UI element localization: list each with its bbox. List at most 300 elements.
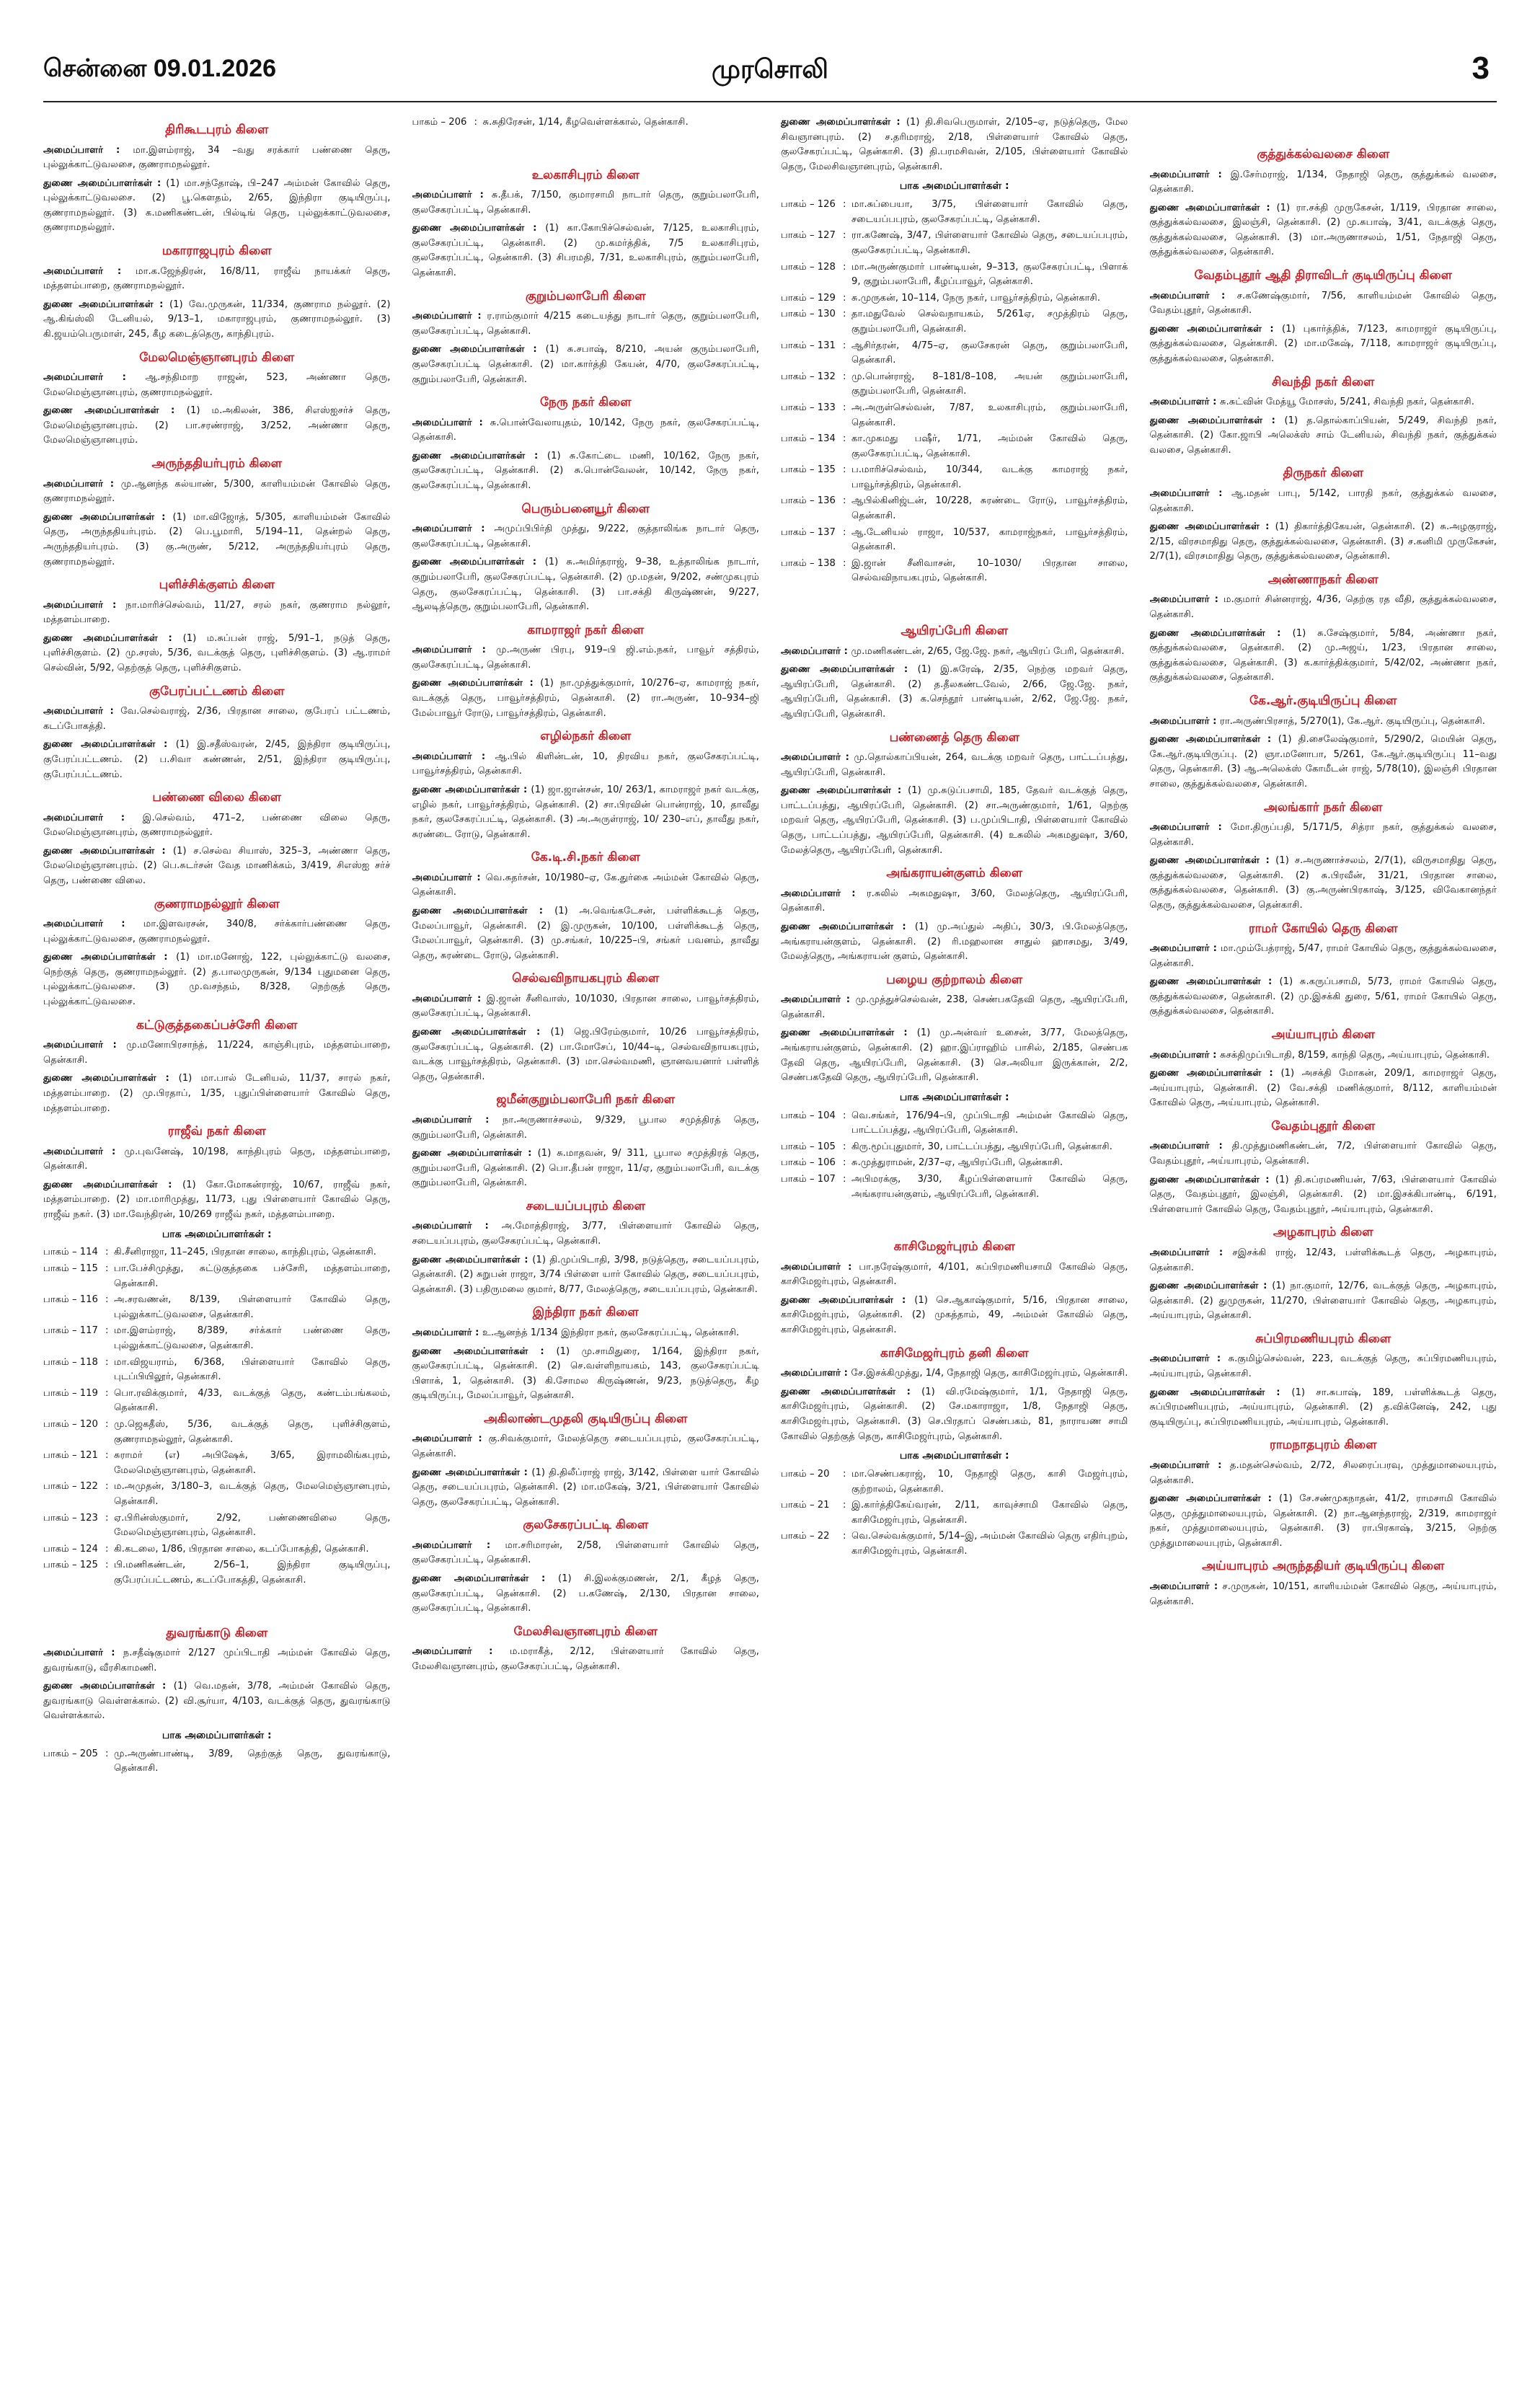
deputy-organizers-text: (1) சா.சுபாஷ், 189, பள்ளிக்கூடத் தெரு, சுப்பிரமணியபுரம், அய்யாபுரம், தென்காசி. (2) த.விக்னேஷ், 242, புது குடியிருப்பு, சுப்பிரமணியபுரம், அய்யாபுரம், தென்காசி. bbox=[1149, 1387, 1497, 1428]
organizer-entry bbox=[43, 371, 391, 400]
deputy-organizers-text: (1) மா.மனோஜ், 122, புல்லுக்காட்டு வலசை, நெற்குத் தெரு, குணராமநல்லூர். (2) த.பாலமுருகன், 9/134 புதுமனை தெரு, புல்லுக்காட்டுவலசை. (3) மு.வசந்தம், 8/328, நெற்குத் தெரு, புல்லுக்காட்டுவலசை. bbox=[43, 952, 391, 1008]
branch-section bbox=[412, 1622, 760, 1675]
organizer-text: மா.சரிமாரன், 2/58, பிள்ளையார் கோவில் தெரு, குலசேகரப்பட்டி, தென்காசி. bbox=[412, 1539, 759, 1566]
branch-title: பெரும்பனையூர் கிளை bbox=[521, 501, 650, 516]
organizer-text: ந.சதீஷ்குமார் 2/127 முப்பிடாதி அம்மன் கோவில் தெரு, துவரங்காடு, வீரசிகாமணி. bbox=[43, 1648, 391, 1673]
branch-title: நேரு நகர் கிளை bbox=[539, 395, 632, 410]
deputy-organizers-label: துணை அமைப்பாளர்கள் : bbox=[1149, 1068, 1281, 1079]
organizer-text: அ.மோத்திராஜ், 3/77, பிள்ளையார் கோவில் தெரு, சடையப்பபுரம், குலசேகரப்பட்டி, தென்காசி. bbox=[412, 1221, 759, 1247]
deputy-organizers-text: (1) தி.முப்பிடாதி, 3/98, நடுத்தெரு, சடையப்பபுரம், தென்காசி. (2) சுறுபன் ராஜா, 3/74 பிள்ளை யார் கோவில் தெரு, சடையப்பபுரம், தென்காசி. (3) பதிருமலை குமார், 8/77, மேலத்தெரு, சடையப்பபுரம், தென்காசி. bbox=[412, 1254, 759, 1295]
organizer-text: சு.தீபக், 7/150, குமாரசாமி நாடார் தெரு, குறும்பலாபேரி, குலசேகரப்பட்டி, தென்காசி. bbox=[412, 190, 759, 216]
booth-organizer-text: ப.மாரிச்செல்வம், 10/344, வடக்கு காமராஜ் நகர், பாவூர்சத்திரம், தென்காசி. bbox=[851, 464, 1128, 490]
deputy-organizers-text: (1) மு.அப்துல் அதிப், 30/3, பி.மேலத்தெரு, அங்கராயன்குளம், தென்காசி. (2) ரி.மஹலான சாதுல் ஹாசமது, 3/49, மேலத்தெரு, அங்கராயன் குளம், தென்காசி. bbox=[781, 921, 1128, 963]
branch-section bbox=[1150, 570, 1497, 686]
deputy-organizers-label: துணை அமைப்பாளர்கள் : bbox=[43, 177, 167, 189]
deputy-organizers-text: (1) சு.அமிர்தராஜ், 9–38, உத்தாலிங்க நாடார், குறும்பலாபேரி, குலசேகரப்பட்டி, தென்காசி. (2) மு.மதன், 9/202, சண்முகபுரம் தெரு, குலசேகரப்பட்டி, தென்காசி. (3) பா.சக்தி கிருஷ்ணன், 9/227, ஆலடித்தெரு, குறும்பலாபேரி, தென்காசி. bbox=[412, 557, 759, 613]
deputy-organizers-text: (1) மா.சந்தோஷ், பி–247 அம்மன் கோவில் தெரு, புல்லுக்காட்டுவலசை. (2) பூ.கௌதம், 2/65, இந்திரா குடியிருப்பு, குணராமநல்லூர். (3) க.மணிகண்டன், பில்டிங் தெரு, புல்லுக்காட்டுவலசை, குணராமநல்லூர். bbox=[43, 177, 391, 234]
deputy-organizers-entry bbox=[43, 298, 391, 342]
deputy-organizers-text: (1) நா.முத்துக்குமார், 10/276–ஏ, காமராஜ் நகர், வடக்குத் தெரு, பாவூர்சத்திரம், தென்காசி. (2) ரா.அருண், 10–934–ஜி மேல்பாவூர் ரோடு, பாவூர்சத்திரம், தென்காசி. bbox=[412, 678, 759, 719]
branch-title: திரிகூடபுரம் கிளை bbox=[165, 123, 269, 137]
booth-separator: : bbox=[843, 557, 846, 569]
branch-section bbox=[412, 848, 760, 963]
deputy-organizers-entry bbox=[412, 1466, 760, 1511]
booth-row bbox=[781, 260, 1128, 290]
organizer-label: அமைப்பாளர் : bbox=[781, 1261, 859, 1273]
deputy-organizers-entry bbox=[1150, 322, 1497, 367]
organizer-text: இ.சேர்மராஜ், 1/134, நேதாஜி தெரு, குத்துக்கல் வலசை, தென்காசி. bbox=[1149, 169, 1497, 195]
booth-number: பாகம் – 132 bbox=[781, 371, 836, 382]
booth-row bbox=[781, 1529, 1128, 1559]
organizer-label: அமைப்பாளர் : bbox=[43, 144, 133, 156]
organizer-label: அமைப்பாளர் : bbox=[412, 645, 496, 656]
edition-date: சென்னை 09.01.2026 bbox=[43, 55, 277, 82]
booth-row bbox=[781, 1467, 1128, 1497]
organizer-entry bbox=[781, 993, 1128, 1022]
deputy-organizers-entry bbox=[781, 1026, 1128, 1085]
organizer-entry bbox=[43, 265, 391, 294]
organizer-label: அமைப்பாளர் : bbox=[412, 311, 487, 322]
booth-separator: : bbox=[843, 433, 846, 445]
organizer-text: மு.மணிகண்டன், 2/65, ஜே.ஜே. நகர், ஆயிரப் பேரி, தென்காசி. bbox=[851, 645, 1125, 657]
branch-section bbox=[1150, 145, 1497, 260]
organizer-text: பா.நரேஷ்குமார், 4/101, சுப்பிரமணியசாமி கோவில் தெரு, காசிமேஜர்புரம், தென்காசி. bbox=[781, 1261, 1128, 1288]
deputy-organizers-entry bbox=[43, 1178, 391, 1223]
organizer-label: அமைப்பாளர் : bbox=[43, 919, 143, 930]
booth-organizer-text: அ.அருள்செல்வன், 7/87, உலகாசிபுரம், குறும்பலாபேரி, தென்காசி. bbox=[851, 402, 1128, 428]
branch-title: மகாராஜபுரம் கிளை bbox=[161, 244, 272, 259]
booth-number: பாகம் – 123 bbox=[43, 1512, 98, 1524]
booth-row bbox=[781, 229, 1128, 258]
booth-row bbox=[43, 1324, 391, 1353]
deputy-organizers-text: (1) சு.சபாஷ், 8/210, அயன் குரும்பலாபேரி, குலசேகரப்பட்டி தென்காசி. (2) மா.கார்த்தி கேயன், 4/70, குலசேகரப்பட்டி, குறும்பலாபேரி, தென்காசி. bbox=[412, 344, 759, 385]
deputy-organizers-text: (1) தி.சைலேஷ்குமார், 5/290/2, மெயின் தெரு, கே.ஆர்.குடியிருப்பு. (2) ஞா.மனோபா, 5/261, கே.ஆர்.குடியிருப்பு 11–வது தெரு, தென்காசி. (3) ஆ.அலெக்ஸ் கோமீடன் ராஜ், 5/78(10), இலஞ்சி பிரதான சாலை, குத்துக்கல்வலசை, தென்காசி. bbox=[1149, 734, 1497, 790]
deputy-organizers-label: துணை அமைப்பாளர்கள் : bbox=[781, 1294, 915, 1306]
branch-section bbox=[781, 970, 1128, 1202]
booth-organizer-text: வெ.சங்கர், 176/94–பி, முப்பிடாதி அம்மன் கோவில் தெரு, பாட்டப்பத்து, ஆயிரப்பேரி, தென்காசி. bbox=[851, 1110, 1128, 1136]
organizer-label: அமைப்பாளர் : bbox=[412, 190, 492, 201]
booth-organizer-text: மு.ஜெகதீஸ், 5/36, வடக்குத் தெரு, புளிச்சிகுளம், குணராமநல்லூர், தென்காசி. bbox=[114, 1418, 391, 1445]
booth-separator: : bbox=[843, 1173, 846, 1185]
booth-number: பாகம் – 133 bbox=[781, 402, 836, 413]
booth-number: பாகம் – 120 bbox=[43, 1418, 98, 1430]
booth-organizer-text: சு.முத்துராமன், 2/37–ஏ, ஆயிரப்பேரி, தென்காசி. bbox=[851, 1157, 1063, 1169]
organizer-text: நா.மாரிச்செல்வம், 11/27, சரல் நகர், குணராம நல்லூர், மத்தளம்பாறை. bbox=[43, 599, 391, 626]
organizer-entry bbox=[412, 1539, 760, 1568]
branch-section bbox=[1150, 1557, 1497, 1609]
organizer-entry bbox=[412, 1432, 760, 1462]
booth-row bbox=[43, 1418, 391, 1447]
booth-number: பாகம் – 135 bbox=[781, 464, 836, 476]
organizer-entry bbox=[412, 1113, 760, 1143]
booth-organizer-text: ரா.கணேஷ், 3/47, பிள்ளையார் கோவில் தெரு, சடையப்பபுரம், குலசேகரப்பட்டி, தென்காசி. bbox=[851, 230, 1128, 256]
booth-row bbox=[781, 1156, 1128, 1171]
newspaper-name: முரசொலி bbox=[712, 55, 828, 84]
booth-separator: : bbox=[843, 1500, 846, 1511]
booth-separator: : bbox=[843, 340, 846, 351]
deputy-organizers-text: (1) இ.சதீஸ்வரன், 2/45, இந்திரா குடியிருப்பு, குபேரப்பட்டணம். (2) ப.சிவா கண்ணன், 2/51, இந்திரா குடியிருப்பு, குபேரப்பட்டணம். bbox=[43, 739, 391, 780]
organizer-entry bbox=[1150, 821, 1497, 850]
booth-organizer-text: தா.மதுவேல் செல்வநாயகம், 5/261ஏ, சமுத்திரம் தெரு, குறும்பலாபேரி, தென்காசி. bbox=[851, 309, 1128, 335]
organizer-entry bbox=[43, 1145, 391, 1175]
organizer-text: இ.செல்வம், 471–2, பண்ணை விலை தெரு, மேலமெஞ்ஞானபுரம், குணராமநல்லூர். bbox=[43, 812, 391, 839]
organizer-label: அமைப்பாளர் : bbox=[412, 1433, 489, 1445]
branch-title: பண்ணைத் தெரு கிளை bbox=[889, 730, 1019, 745]
organizer-entry bbox=[43, 598, 391, 628]
organizer-text: சு.சுட்வின் மேத்யூ மோசஸ், 5/241, சிவந்தி நகர், தென்காசி. bbox=[1220, 397, 1474, 408]
deputy-organizers-text: (1) அ.வெங்கடேசன், பள்ளிக்கூடத் தெரு, மேலப்பாவூர், தென்காசி. (2) இ.முருகன், 10/100, பள்ளிக்கூடத் தெரு, மேலப்பாவூர், தென்காசி. (3) மு.சங்கர், 10/225–பி, சங்கர் பவனம், தாவீது தெரு, சுரண்டை ரோடு, தென்காசி. bbox=[412, 905, 759, 961]
branch-title: காசிமேஜர்புரம் கிளை bbox=[893, 1239, 1015, 1255]
organizer-entry bbox=[1150, 1580, 1497, 1609]
booth-organizer-text: இ.ஜான் சீனிவாசன், 10–1030/ பிரதான சாலை, செல்வவிநாயகபுரம், தென்காசி. bbox=[851, 557, 1128, 584]
deputy-organizers-text: (1) செ.ஆகாஷ்குமார், 5/16, பிரதான சாலை, காசிமேஜர்புரம், தென்காசி. (2) முகத்தாம், 49, அம்மன் கோவில் தெரு, காசிமேஜர்புரம், தென்காசி. bbox=[781, 1294, 1128, 1336]
organizer-label: அமைப்பாளர் : bbox=[1149, 822, 1231, 834]
branch-title: எழில்நகர் கிளை bbox=[540, 729, 632, 744]
deputy-organizers-entry bbox=[1150, 1279, 1497, 1324]
organizer-entry bbox=[1150, 1459, 1497, 1488]
organizer-text: மு.முத்துச்செல்வன், 238, செண்பகதேவி தெரு, ஆயிரப்பேரி, தென்காசி. bbox=[781, 994, 1128, 1020]
branch-section bbox=[43, 454, 391, 570]
booth-separator: : bbox=[843, 1157, 846, 1169]
organizer-text: தி.முத்துமணிகண்டன், 7/2, பிள்ளையார் கோவில் தெரு, வேதம்புதூர், அய்யாபுரம், தென்காசி. bbox=[1149, 1141, 1497, 1167]
organizer-text: சுசக்திமுப்பிடாதி, 8/159, காந்தி தெரு, அய்யாபுரம், தென்காசி. bbox=[1220, 1049, 1490, 1061]
organizer-entry bbox=[1150, 942, 1497, 971]
organizer-entry bbox=[1150, 1139, 1497, 1169]
branch-title: ராமர் கோயில் தெரு கிளை bbox=[1248, 921, 1398, 936]
organizer-entry bbox=[1150, 168, 1497, 198]
branch-title: கே.டி.சி.நகர் கிளை bbox=[531, 850, 640, 865]
deputy-organizers-label: துணை அமைப்பாளர்கள் : bbox=[412, 1148, 538, 1159]
column-4 bbox=[1150, 115, 1497, 2401]
booth-separator: : bbox=[105, 1543, 109, 1555]
branch-section bbox=[1150, 373, 1497, 459]
organizer-label: அமைப்பாளர் : bbox=[412, 1327, 483, 1338]
organizer-entry bbox=[412, 1645, 760, 1674]
deputy-organizers-label: துணை அமைப்பாளர்கள் : bbox=[781, 117, 906, 128]
organizer-entry bbox=[1150, 1246, 1497, 1275]
booth-number: பாகம் – 125 bbox=[43, 1560, 98, 1571]
deputy-organizers-entry bbox=[412, 1572, 760, 1617]
booth-organizer-text: கி.சீனிராஜா, 11–245, பிரதான சாலை, காந்திபுரம், தென்காசி. bbox=[114, 1247, 376, 1258]
booth-number: பாகம் – 134 bbox=[781, 433, 836, 445]
booth-row bbox=[781, 198, 1128, 227]
deputy-organizers-text: (1) மு.சுடுப்பசாமி, 185, தேவர் வடக்குத் தெரு, பாட்டப்பத்து, ஆயிரப்பேரி, தென்காசி. (2) சா.அருண்குமார், 1/61, நெற்கு மறவர் தெரு, ஆயிரப்பேரி, தென்காசி. (3) ப.முப்பிடாதி, பிள்ளையார் கோவில் தெரு, பாட்டப்பத்து, ஆயிரப்பேரி, தென்காசி. (4) உசுலில் அகமதுஷா, 3/60, மேலத்தெரு, ஆயிரப்பேரி, தென்காசி. bbox=[781, 785, 1128, 856]
organizer-label: அமைப்பாளர் : bbox=[1149, 1049, 1221, 1061]
deputy-organizers-text: (1) ஜா.ஜான்சன், 10/ 263/1, காமராஜர் நகர் வடக்கு, எழில் நகர், பாவூர்சத்திரம், தென்காசி. (2) சா.பிரவின் பொன்ராஜ், 10, தாவீது நகர், குலசேகரப்பட்டி, தென்காசி. (3) அ.அருள்ராஜ், 10/ 230–எப், தாவீது நகர், சுரண்டை ரோடு, தென்காசி. bbox=[412, 784, 759, 840]
deputy-organizers-text: (1) வே.முருகன், 11/334, குணராம நல்லூர். (2) ஆ.கிங்ஸ்லி டேனியல், 9/13–1, மகாராஜபுரம், குணராமநல்லூர். (3) கி.ஜயம்பெருமாள், 245, கீழ கடைத்தெரு, காந்திபுரம். bbox=[43, 299, 391, 340]
branch-title: அலங்கார் நகர் கிளை bbox=[1264, 800, 1383, 815]
booth-row bbox=[43, 1293, 391, 1322]
masthead bbox=[43, 50, 1497, 102]
deputy-organizers-entry bbox=[781, 784, 1128, 858]
booth-organizer-text: மு.பொன்ராஜ், 8–181/8–108, அயன் குறும்பலாபேரி, குறும்பலாபேரி, தென்காசி. bbox=[851, 371, 1128, 397]
branch-section bbox=[43, 895, 391, 1010]
deputy-organizers-text: (1) நா.குமார், 12/76, வடக்குத் தெரு, அழகாபுரம், தென்காசி. (2) துமுருகன், 11/270, பிள்ளையார் கோவில் தெரு, அழகாபுரம், அய்யாபுரம், தென்காசி. bbox=[1149, 1281, 1497, 1322]
deputy-organizers-label: துணை அமைப்பாளர்கள் : bbox=[1149, 855, 1276, 867]
organizer-label: அமைப்பாளர் : bbox=[43, 1040, 127, 1051]
deputy-organizers-label: துணை அமைப்பாளர்கள் : bbox=[1149, 734, 1278, 746]
organizer-label: அமைப்பாளர் : bbox=[43, 706, 121, 717]
booth-number: பாகம் – 136 bbox=[781, 495, 836, 507]
organizer-text: ச.கணேஷ்குமார், 7/56, காளியம்மன் கோவில் தெரு, வேதம்புதூர், தென்காசி. bbox=[1149, 290, 1497, 317]
branch-title: குறும்பலாபேரி கிளை bbox=[525, 288, 646, 304]
booth-row bbox=[43, 1542, 391, 1557]
organizer-label: அமைப்பாளர் : bbox=[412, 1114, 503, 1126]
booth-row bbox=[781, 1172, 1128, 1202]
booth-organizer-text: சுராமர் (எ) அபிஷேக், 3/65, இராமலிங்கபுரம், மேலமெஞ்ஞானபுரம், தென்காசி. bbox=[114, 1450, 391, 1476]
deputy-organizers-entry bbox=[1150, 1492, 1497, 1551]
booth-separator: : bbox=[105, 1481, 109, 1493]
deputy-organizers-entry bbox=[781, 920, 1128, 965]
deputy-organizers-text: (1) தி.திலீப்ராஜ் ராஜ், 3/142, பிள்ளை யார் கோவில் தெரு, சடையப்பபுரம், தென்காசி. (2) மா.மகேஷ், 3/21, பிள்ளையார் கோவில் தெரு, குலசேகரப்பட்டி, தென்காசி. bbox=[412, 1467, 759, 1508]
organizer-entry bbox=[1150, 593, 1497, 622]
deputy-organizers-label: துணை அமைப்பாளர்கள் : bbox=[412, 1573, 558, 1585]
deputy-organizers-label: துணை அமைப்பாளர்கள் : bbox=[1149, 1493, 1279, 1505]
branch-title: காசிமேஜர்புரம் தனி கிளை bbox=[880, 1345, 1029, 1361]
organizer-label: அமைப்பாளர் : bbox=[1149, 943, 1221, 955]
organizer-text: மோ.திருப்பதி, 5/171/5, சித்ரா நகர், குத்துக்கல் வலசை, தென்காசி. bbox=[1149, 822, 1497, 848]
organizer-entry bbox=[1150, 1048, 1497, 1064]
organizer-entry bbox=[412, 1219, 760, 1249]
branch-title: வேதம்புதூர் ஆதி திராவிடர் குடியிருப்பு கிளை bbox=[1194, 268, 1452, 283]
branch-section bbox=[412, 115, 760, 131]
deputy-organizers-entry bbox=[43, 510, 391, 570]
organizer-text: சே.இசக்கிமுத்து, 1/4, நேதாஜி தெரு, காசிமேஜர்புரம், தென்காசி. bbox=[851, 1368, 1128, 1379]
organizer-text: கு.சிவக்குமார், மேலத்தெரு சடையப்பபுரம், குலசேகரப்பட்டி, தென்காசி. bbox=[412, 1433, 759, 1459]
branch-title: அகிலாண்டமுதலி குடியிருப்பு கிளை bbox=[484, 1411, 688, 1426]
deputy-organizers-label: துணை அமைப்பாளர்கள் : bbox=[412, 344, 546, 355]
booth-row bbox=[781, 291, 1128, 306]
organizer-text: ஆ.பில் கிளின்டன், 10, திரவிய நகர், குலசேகரப்பட்டி, பாவூர்சத்திரம், தென்காசி. bbox=[412, 751, 759, 777]
booth-number: பாகம் – 106 bbox=[781, 1157, 836, 1169]
deputy-organizers-text: (1) சு.சேஷ்குமார், 5/84, அண்ணா நகர், குத்துக்கல்வலசை, தென்காசி. (2) மு.அஜய், 1/23, பிரதான சாலை, குத்துக்கல்வலசை, தென்காசி. (3) க.கார்த்திக்குமார், 5/42/02, அண்ணா நகர், குத்துக்கல்வலசை, தென்காசி. bbox=[1149, 627, 1497, 684]
booth-organizer-text: சு.சுதிரேசன், 1/14, கீழவெள்ளக்கால், தென்காசி. bbox=[482, 117, 689, 128]
section-spacer bbox=[43, 1594, 391, 1619]
organizer-entry bbox=[412, 522, 760, 552]
booth-row bbox=[781, 432, 1128, 461]
booth-organizers-heading: பாக அமைப்பாளர்கள் : bbox=[161, 1730, 272, 1741]
deputy-organizers-text: (1) வி.ரமேஷ்குமார், 1/1, நேதாஜி தெரு, காசிமேஜர்புரம், தென்காசி. (2) சே.மகாராஜா, 1/8, நேதாஜி தெரு, காசிமேஜர்புரம், தென்காசி. (3) செ.பிரதாப் செண்பகம், 81, நாராயண சாமி கோவில் தெற்குத் தெரு, காசிமேஜர்புரம், தென்காசி. bbox=[781, 1386, 1128, 1442]
branch-title: குணராமநல்லூர் கிளை bbox=[154, 896, 280, 911]
branch-section bbox=[781, 1344, 1128, 1560]
booth-number: பாகம் – 129 bbox=[781, 292, 836, 304]
organizer-text: த.மதன்செல்வம், 2/72, சிலரைப்பரவு, முத்துமாலையபுரம், தென்காசி. bbox=[1149, 1459, 1497, 1486]
branch-section bbox=[43, 1016, 391, 1116]
deputy-organizers-label: துணை அமைப்பாளர்கள் : bbox=[1149, 521, 1275, 533]
booth-separator: : bbox=[843, 495, 846, 507]
deputy-organizers-entry bbox=[412, 449, 760, 494]
booth-number: பாகம் – 20 bbox=[781, 1468, 830, 1480]
branch-section bbox=[43, 120, 391, 236]
organizer-text: வே.செல்வராஜ், 2/36, பிரதான சாலை, குபேரப் பட்டணம், கடப்போகத்தி. bbox=[43, 706, 391, 732]
organizer-entry bbox=[412, 750, 760, 779]
branch-title: சடையப்பபுரம் கிளை bbox=[526, 1198, 645, 1213]
branch-title: செல்வவிநாயகபுரம் கிளை bbox=[512, 971, 660, 986]
deputy-organizers-text: (1) மா.பால் டேனியல், 11/37, சாரல் நகர், மத்தளம்பாறை. (2) மு.பிரதாப், 1/35, புதுப்பிள்ளையார் கோவில் தெரு, மத்தளம்பாறை. bbox=[43, 1073, 391, 1114]
organizer-label: அமைப்பாளர் : bbox=[1149, 397, 1221, 408]
deputy-organizers-text: (1) ம.அகிலன், 386, சிஎஸ்ஐசர்ச் தெரு, மேலமெஞ்ஞானபுரம். (2) பா.சரண்ராஜ், 3/252, அண்ணா தெரு, மேலமெஞ்ஞானபுரம். bbox=[43, 405, 391, 446]
booth-separator: : bbox=[843, 230, 846, 242]
booth-row bbox=[43, 1356, 391, 1385]
deputy-organizers-entry bbox=[781, 1385, 1128, 1444]
booth-row bbox=[412, 115, 760, 131]
deputy-organizers-entry bbox=[1150, 201, 1497, 260]
organizer-entry bbox=[781, 751, 1128, 780]
branch-title: அய்யாபுரம் அருந்ததியர் குடியிருப்பு கிளை bbox=[1202, 1559, 1445, 1574]
branch-section bbox=[412, 166, 760, 281]
booth-row bbox=[781, 1498, 1128, 1528]
booth-row bbox=[781, 557, 1128, 586]
branch-section bbox=[412, 621, 760, 721]
booth-separator: : bbox=[843, 309, 846, 320]
booth-number: பாகம் – 117 bbox=[43, 1325, 98, 1337]
organizer-label: அமைப்பாளர் : bbox=[43, 478, 121, 490]
booth-organizer-text: சு.முருகன், 10–114, நேரு நகர், பாவூர்சத்திரம், தென்காசி. bbox=[851, 292, 1101, 304]
booth-number: பாகம் – 124 bbox=[43, 1543, 98, 1555]
organizer-text: உ.ஆனந்த் 1/134 இந்திரா நகர், குலசேகரப்பட்டி, தென்காசி. bbox=[482, 1327, 740, 1338]
booth-separator: : bbox=[843, 1468, 846, 1480]
booth-separator: : bbox=[105, 1263, 109, 1275]
booth-number: பாகம் – 206 bbox=[412, 117, 467, 128]
organizer-entry bbox=[781, 1366, 1128, 1381]
booth-organizer-text: பா.பேச்சிமுத்து, சுட்டுகுத்தகை பச்சேரி, மத்தளம்பாறை, தென்காசி. bbox=[114, 1263, 391, 1289]
organizer-entry bbox=[781, 1260, 1128, 1290]
deputy-organizers-label: துணை அமைப்பாளர்கள் : bbox=[781, 1027, 917, 1039]
organizer-entry bbox=[412, 188, 760, 218]
branch-title: ராமநாதபுரம் கிளை bbox=[1269, 1438, 1377, 1453]
organizer-entry bbox=[412, 871, 760, 901]
deputy-organizers-entry bbox=[1150, 1386, 1497, 1431]
organizer-label: அமைப்பாளர் : bbox=[781, 645, 851, 657]
deputy-organizers-entry bbox=[43, 738, 391, 782]
deputy-organizers-entry bbox=[43, 950, 391, 1009]
booth-number: பாகம் – 104 bbox=[781, 1110, 836, 1121]
deputy-organizers-label: துணை அமைப்பாளர்கள் : bbox=[43, 632, 183, 644]
branch-title: கட்டுகுத்தகைப்பச்சேரி கிளை bbox=[136, 1017, 298, 1033]
branch-title: குத்துக்கல்வலசை கிளை bbox=[1257, 147, 1390, 162]
booth-row bbox=[43, 1480, 391, 1509]
organizer-text: ரா.அருண்பிரசாத், 5/270(1), கே.ஆர். குடியிருப்பு, தென்காசி. bbox=[1220, 715, 1485, 727]
booth-organizer-text: மா.செண்பகராஜ், 10, நேதாஜி தெரு, காசி மேஜர்புரம், குற்றாலம், தென்காசி. bbox=[851, 1468, 1128, 1495]
deputy-organizers-entry bbox=[1150, 414, 1497, 459]
deputy-organizers-entry bbox=[412, 783, 760, 842]
deputy-organizers-label: துணை அமைப்பாளர்கள் : bbox=[412, 450, 547, 461]
booth-number: பாகம் – 131 bbox=[781, 340, 836, 351]
branch-section bbox=[781, 1237, 1128, 1337]
booth-number: பாகம் – 127 bbox=[781, 230, 836, 242]
article-columns bbox=[43, 115, 1497, 2401]
organizer-entry bbox=[43, 811, 391, 841]
deputy-organizers-entry bbox=[412, 1025, 760, 1084]
deputy-organizers-text: (1) மா.விஜோத், 5/305, காளியம்மன் கோவில் தெரு, அருந்ததியர்புரம். (2) பெ.பூமாரி, 5/194–11, தென்றல் தெரு, அருந்ததியர்புரம். (3) கு.அருண், 5/212, அருந்ததியர்புரம் தெரு, குணராமநல்லூர். bbox=[43, 511, 391, 567]
organizer-label: அமைப்பாளர் : bbox=[1149, 1581, 1223, 1592]
deputy-organizers-entry bbox=[412, 904, 760, 963]
deputy-organizers-label: துணை அமைப்பாளர்கள் : bbox=[781, 1386, 922, 1397]
branch-title: குலசேகரப்பட்டி கிளை bbox=[523, 1518, 649, 1533]
column-2 bbox=[412, 115, 760, 2401]
booth-separator: : bbox=[105, 1560, 109, 1571]
deputy-organizers-entry bbox=[43, 1071, 391, 1116]
branch-section bbox=[1150, 1025, 1497, 1111]
branch-section bbox=[43, 1122, 391, 1588]
booth-organizer-text: ம.அமுதன், 3/180–3, வடக்குத் தெரு, மேலமெஞ்ஞானபுரம், தென்காசி. bbox=[114, 1481, 391, 1507]
organizer-entry bbox=[1150, 715, 1497, 730]
organizer-label: அமைப்பாளர் : bbox=[43, 1146, 125, 1157]
deputy-organizers-entry bbox=[412, 1345, 760, 1404]
organizer-label: அமைப்பாளர் : bbox=[43, 1648, 123, 1659]
organizer-text: மா.மும்பேத்ராஜ், 5/47, ராமர் கோயில் தெரு, குத்துக்கல்வலசை, தென்காசி. bbox=[1149, 943, 1497, 969]
branch-title: இந்திரா நகர் கிளை bbox=[532, 1305, 639, 1320]
booth-row bbox=[781, 370, 1128, 399]
booth-organizer-text: ஆசிர்தரன், 4/75–ஏ, குலசேகரன் தெரு, குறும்பலாபேரி, தென்காசி. bbox=[851, 340, 1128, 366]
branch-section bbox=[1150, 919, 1497, 1020]
booth-organizer-text: மா.இளம்ராஜ், 8/389, சர்க்கார் பண்ணை தெரு, புல்லுக்காட்டுவலசை, தென்காசி. bbox=[114, 1325, 391, 1352]
booth-number: பாகம் – 105 bbox=[781, 1141, 836, 1152]
booth-number: பாகம் – 122 bbox=[43, 1481, 98, 1493]
booth-organizer-text: மா.சுப்பையா, 3/75, பிள்ளையார் கோவில் தெரு, சடையப்பபுரம், குலசேகரப்பட்டி, தென்காசி. bbox=[851, 199, 1128, 225]
booth-row bbox=[43, 1747, 391, 1777]
deputy-organizers-label: துணை அமைப்பாளர்கள் : bbox=[1149, 323, 1282, 335]
branch-section bbox=[43, 348, 391, 448]
deputy-organizers-entry bbox=[1150, 733, 1497, 792]
booth-row bbox=[43, 1558, 391, 1588]
booth-separator: : bbox=[843, 261, 846, 273]
deputy-organizers-label: துணை அமைப்பாளர்கள் : bbox=[781, 921, 915, 932]
organizer-entry bbox=[412, 1326, 760, 1341]
organizer-text: அமுப்பிபிர்தி முத்து, 9/222, குத்தாலிங்க நாடார் தெரு, குலசேகரப்பட்டி, தென்காசி. bbox=[412, 523, 759, 549]
booth-row bbox=[781, 526, 1128, 555]
organizer-text: மு.தொல்காப்பியன், 264, வடக்கு மறவர் தெரு, பாட்டப்பத்து, ஆயிரப்பேரி, தென்காசி. bbox=[781, 752, 1128, 778]
booth-organizer-text: ஏ.பிரின்ஸ்குமார், 2/92, பண்ணைவிலை தெரு, மேலமெஞ்ஞானபுரம், தென்காசி. bbox=[114, 1512, 391, 1539]
deputy-organizers-label: துணை அமைப்பாளர்கள் : bbox=[412, 1345, 557, 1357]
branch-title: திருநகர் கிளை bbox=[1283, 466, 1364, 481]
branch-section bbox=[1150, 1436, 1497, 1551]
branch-title: ஜமீன்குறும்பலாபேரி நகர் கிளை bbox=[496, 1092, 676, 1107]
deputy-organizers-text: (1) தி.சுப்ரமணியன், 7/63, பிள்ளையார் கோவில் தெரு, வேதம்புதூர், இலஞ்சி, தென்காசி. (2) மா.இசக்கிபாண்டி, 6/191, பிள்ளையார் கோவில் தெரு, வேதம்புதூர், அய்யாபுரம், தென்காசி. bbox=[1149, 1174, 1497, 1215]
booth-row bbox=[43, 1262, 391, 1291]
deputy-organizers-entry bbox=[1150, 520, 1497, 565]
booth-separator: : bbox=[843, 402, 846, 413]
page-number: 3 bbox=[1472, 50, 1490, 86]
deputy-organizers-label: துணை அமைப்பாளர்கள் : bbox=[43, 952, 177, 963]
deputy-organizers-text: (1) கோ.மோகன்ராஜ், 10/67, ராஜீவ் நகர், மத்தளம்பாறை. (2) மா.மாரிமுத்து, 11/73, புது பிள்ளையார் கோவில் தெரு, ராஜீவ் நகர். (3) மா.வேந்திரன், 10/269 ராஜீவ் நகர், மத்தளம்பாறை. bbox=[43, 1179, 391, 1221]
booth-number: பாகம் – 107 bbox=[781, 1173, 836, 1185]
booth-organizer-text: பி.மணிகண்டன், 2/56–1, இந்திரா குடியிருப்பு, குபேரப்பட்டணம், கடப்போகத்தி, தென்காசி. bbox=[114, 1560, 391, 1586]
deputy-organizers-label: துணை அமைப்பாளர்கள் : bbox=[43, 845, 173, 857]
booth-organizer-text: பொ.ரவிக்குமார், 4/33, வடக்குத் தெரு, கண்டம்பங்கலம், தென்காசி. bbox=[114, 1387, 391, 1414]
section-spacer bbox=[781, 592, 1128, 616]
booth-number: பாகம் – 130 bbox=[781, 309, 836, 320]
booth-row bbox=[781, 463, 1128, 492]
column-1 bbox=[43, 115, 391, 2401]
branch-section bbox=[412, 969, 760, 1084]
deputy-organizers-entry bbox=[43, 404, 391, 448]
deputy-organizers-entry bbox=[412, 676, 760, 721]
deputy-organizers-text: (1) அசக்தி மோகன், 209/1, காமராஜர் தெரு, அய்யாபுரம், தென்காசி. (2) வே.சக்தி மணிக்குமார், 8/112, காளியம்மன் கோவில் தெரு, அய்யாபுரம், தென்காசி. bbox=[1149, 1068, 1497, 1109]
deputy-organizers-entry bbox=[781, 663, 1128, 722]
organizer-entry bbox=[1150, 1352, 1497, 1381]
booth-separator: : bbox=[105, 1356, 109, 1368]
branch-title: அண்ணாநகர் கிளை bbox=[1267, 572, 1379, 587]
booth-organizer-text: அ.சரவணன், 8/139, பிள்ளையார் கோவில் தெரு, புல்லுக்காட்டுவலசை, தென்காசி. bbox=[114, 1294, 391, 1320]
organizer-text: ஆ.சந்திமாற ராஜன், 523, அண்ணா தெரு, மேலமெஞ்ஞானபுரம், குணராமநல்லூர். bbox=[43, 372, 391, 398]
branch-section bbox=[781, 864, 1128, 964]
organizer-label: அமைப்பாளர் : bbox=[43, 599, 126, 611]
deputy-organizers-label: துணை அமைப்பாளர்கள் : bbox=[781, 785, 908, 797]
deputy-organizers-text: (1) வெ.மதன், 3/78, அம்மன் கோவில் தெரு, துவரங்காடு வெள்ளக்கால். (2) வி.சூர்யா, 4/103, வடக்குத் தெரு, துவரங்காடு வெள்ளக்கால். bbox=[43, 1681, 391, 1722]
booth-organizers-heading: பாக அமைப்பாளர்கள் : bbox=[161, 1228, 272, 1240]
organizer-label: அமைப்பாளர் : bbox=[412, 1646, 510, 1658]
booth-row bbox=[781, 339, 1128, 368]
